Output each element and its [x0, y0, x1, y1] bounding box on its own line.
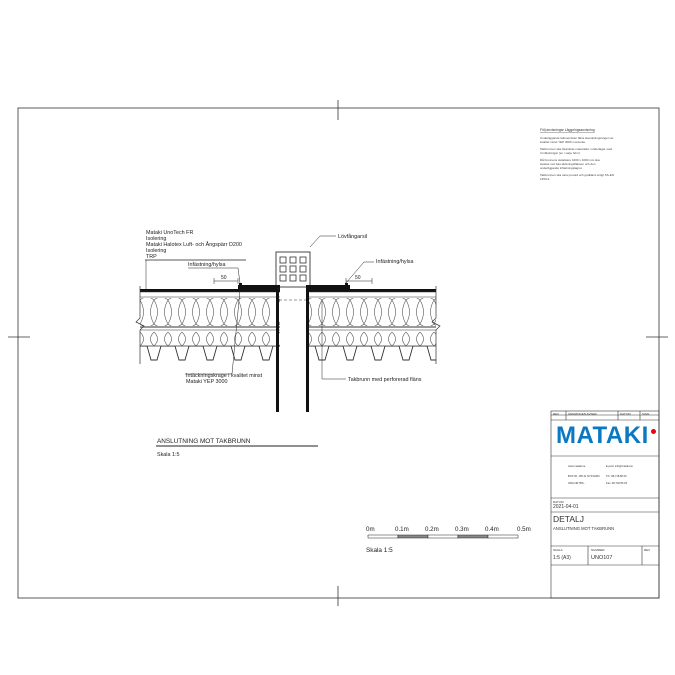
callout-infastning-right: Infästning/hylsa	[376, 259, 414, 265]
notes-line: underliggande infästningslagret.	[540, 166, 583, 170]
dimension-left-label: 50	[221, 275, 227, 281]
notes-line: 4 infästningar (en i varje hörn).	[540, 151, 581, 155]
drain-flange-right	[306, 285, 350, 289]
contact-org: ORG.NR 556...	[568, 482, 586, 485]
scale-segment	[368, 535, 398, 538]
scale-segment	[428, 535, 458, 538]
scale-label: 0.5m	[517, 526, 531, 533]
layer-label: Isolering	[146, 248, 167, 254]
scale-label: 0.4m	[485, 526, 499, 533]
rev-header-change: ÄNDRINGEN AVSER	[568, 411, 597, 416]
drain-flange-left	[238, 285, 280, 289]
membrane-left	[140, 289, 280, 292]
callout-infastning-left: Infästning/hylsa	[188, 262, 226, 268]
scale-segment	[398, 535, 428, 538]
nummer-label: NUMMER	[591, 548, 605, 552]
contact-address: BOX 50, 155 21 NYKVARN	[568, 475, 600, 478]
dimension-right-label: 50	[355, 275, 361, 281]
notes-line: Underliggande takmembran fläns ska tätningsringen av	[540, 136, 614, 140]
notes-line: Takbrunnen ska vara provad och godkänd enligt SS-EN	[540, 173, 614, 177]
rev-header-rev: REV	[553, 411, 560, 416]
contact-phone: Tfn: 08-718 86 00	[606, 475, 627, 478]
skala-value: 1:5 (A3)	[553, 555, 571, 561]
callout-takbrunn: Takbrunn med perforerad fläns	[348, 377, 422, 383]
scale-caption: Skala 1:5	[366, 547, 393, 554]
rev-label: REV	[644, 548, 651, 552]
drawing-subtitle: ANSLUTNING MOT TAKBRUNN	[553, 526, 615, 531]
callout-intackning-line2: Mataki YEP 3000	[186, 379, 228, 385]
nummer-value: UNO107	[591, 555, 613, 561]
contact-fax: Fax: 08-718 86 25	[606, 482, 628, 485]
layer-stack-labels	[145, 230, 246, 289]
date-label: DATUM	[553, 500, 564, 504]
date-value: 2021-04-01	[553, 504, 579, 510]
leader-lovfangarsil	[310, 236, 336, 247]
brand-logo: MATAKI	[556, 422, 649, 449]
scale-bar	[366, 526, 531, 554]
rev-header-sign: SIGN	[642, 411, 650, 416]
drawing-type: DETALJ	[553, 514, 585, 524]
layer-label: Isolering	[146, 236, 167, 242]
layer-label: Mataki UnoTech FR	[146, 230, 194, 236]
brand-logo-dot	[651, 429, 656, 434]
notes-line: 1253-2.	[540, 177, 551, 181]
skala-label: SKALA	[553, 548, 563, 552]
layer-label: TRP	[146, 254, 157, 260]
notes-heading: Följ anvisningar Läggningsanvisning	[540, 128, 595, 132]
notes-line: Då brunnens avtäckare 1000 x 1000 mm ska	[540, 158, 600, 162]
drain-pipe-wall-right	[306, 287, 309, 412]
rev-header-date: DATUM	[620, 411, 631, 416]
fastener-right	[345, 283, 348, 286]
drawing-scale: Skala 1:5	[157, 452, 180, 458]
insulation-lower-left	[140, 331, 280, 346]
insulation-lower-right	[306, 331, 436, 346]
scale-label: 0.2m	[425, 526, 439, 533]
notes-line: avskas mot bas täckningsflänsen och den	[540, 162, 596, 166]
scale-label: 0m	[366, 526, 375, 533]
scale-segment	[488, 535, 518, 538]
scale-label: 0.3m	[455, 526, 469, 533]
notes-line: kvalitet minst YEP 3000 monteras.	[540, 140, 586, 144]
callout-lovfangarsil: Lövfångarsil	[338, 234, 368, 240]
roof-section-left	[140, 289, 280, 362]
layer-label: Mataki Halotex Luft- och Ångspärr D200	[146, 242, 242, 248]
scale-segment	[458, 535, 488, 538]
membrane-right	[306, 289, 436, 292]
insulation-upper-left	[140, 298, 280, 326]
fastener-left	[239, 283, 242, 286]
notes-line: Takbrunnen ska förankras mekaniskt i underlaget med	[540, 147, 613, 151]
insulation-upper-right	[306, 298, 436, 326]
trp-left	[140, 346, 280, 362]
drawing-title: ANSLUTNING MOT TAKBRUNN	[157, 438, 251, 445]
contact-web: www.mataki.se	[568, 465, 586, 468]
roof-section-right	[306, 289, 436, 362]
drain-pipe-wall-left	[276, 287, 279, 412]
trp-right	[306, 346, 436, 362]
notes-block	[540, 128, 614, 181]
contact-email: E-post: info@mataki.se	[606, 465, 633, 468]
callout-intackning-line1: Intäckningskrage i kvalitet minst	[186, 373, 263, 379]
scale-label: 0.1m	[395, 526, 409, 533]
